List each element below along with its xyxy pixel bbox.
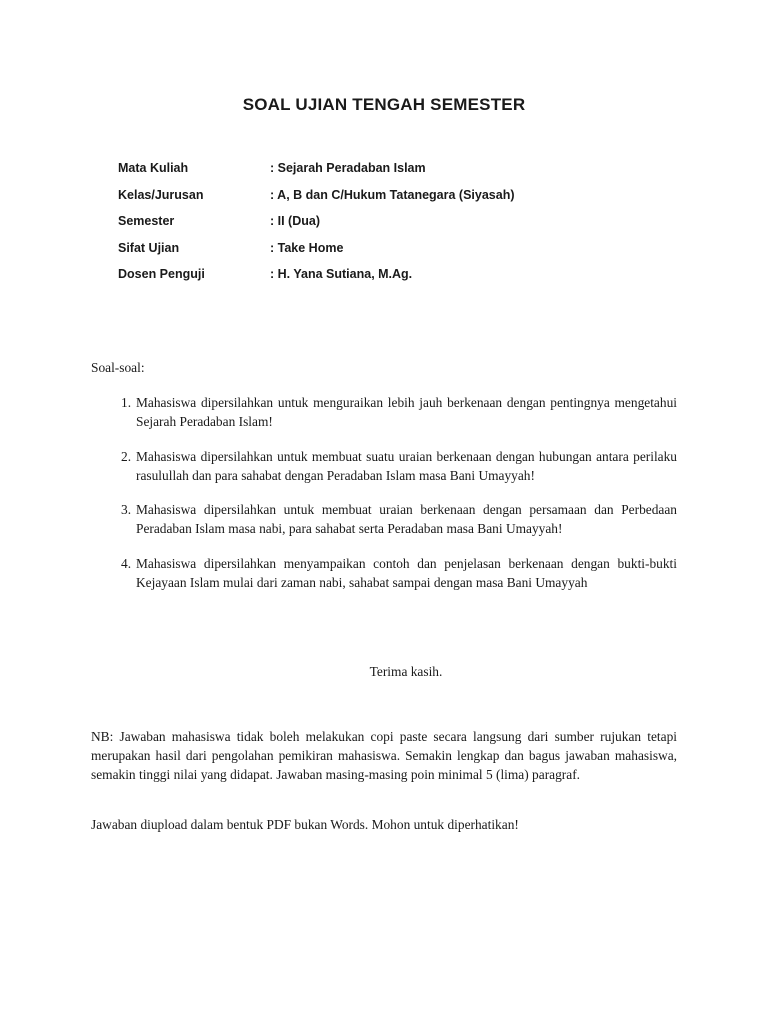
question-text: Mahasiswa dipersilahkan untuk membuat suatu uraian berkenaan dengan hubungan antara perilaku rasulullah dan para sahabat dengan Peradaban Islam masa Bani Umayyah!: [136, 448, 677, 483]
section-label: Soal-soal:: [91, 360, 145, 375]
question-number: 4.: [121, 555, 132, 571]
info-label: Dosen Penguji: [118, 267, 205, 282]
nb-note: NB: Jawaban mahasiswa tidak boleh melakukan copi paste secara langsung dari sumber rujukan tetapi merupakan hasil dari pengolahan pemikiran mahasiswa. Semakin lengkap dan bagus jawaban mahasiswa, semakin tinggi nilai yang didapat. Jawaban masing-masing poin minimal 5 (lima) paragraf.: [91, 729, 677, 782]
info-label: Kelas/Jurusan: [118, 187, 204, 202]
upload-note: Jawaban diupload dalam bentuk PDF bukan Words. Mohon untuk diperhatikan!: [91, 817, 519, 832]
page-title: SOAL UJIAN TENGAH SEMESTER: [242, 95, 526, 114]
question-text: Mahasiswa dipersilahkan untuk menguraikan lebih jauh berkenaan dengan pentingnya mengetahui Sejarah Peradaban Islam!: [136, 395, 677, 429]
info-value: : Sejarah Peradaban Islam: [270, 161, 426, 176]
info-row-course: [118, 155, 515, 182]
question-number: 3.: [121, 502, 132, 517]
question-number: 2.: [121, 448, 132, 464]
question-item: [91, 500, 677, 538]
info-row-class: [118, 182, 515, 209]
exam-info-table: [118, 155, 515, 288]
info-label: Mata Kuliah: [118, 161, 189, 176]
info-row-exam-type: [118, 235, 515, 262]
question-item: [91, 554, 677, 592]
question-list: [91, 393, 677, 607]
question-text: Mahasiswa dipersilahkan untuk membuat uraian berkenaan dengan persamaan dan Perbedaan Peradaban Islam masa nabi, para sahabat serta Peradaban masa Bani Umayyah!: [136, 502, 677, 536]
question-item: [91, 447, 677, 485]
info-label: Sifat Ujian: [118, 240, 180, 255]
question-text: Mahasiswa dipersilahkan menyampaikan contoh dan penjelasan berkenaan dengan bukti-bukti Kejayaan Islam mulai dari zaman nabi, sahabat sampai dengan masa Bani Umayyah: [136, 555, 677, 590]
info-value: : Take Home: [270, 240, 344, 255]
closing-text: Terima kasih.: [369, 664, 443, 679]
question-item: [91, 393, 677, 431]
info-row-semester: [118, 208, 515, 235]
info-label: Semester: [118, 214, 175, 229]
info-value: : II (Dua): [270, 214, 320, 229]
question-number: 1.: [121, 395, 132, 410]
info-row-examiner: [118, 261, 515, 288]
info-value: : A, B dan C/Hukum Tatanegara (Siyasah): [270, 187, 515, 202]
info-value: : H. Yana Sutiana, M.Ag.: [270, 267, 413, 282]
